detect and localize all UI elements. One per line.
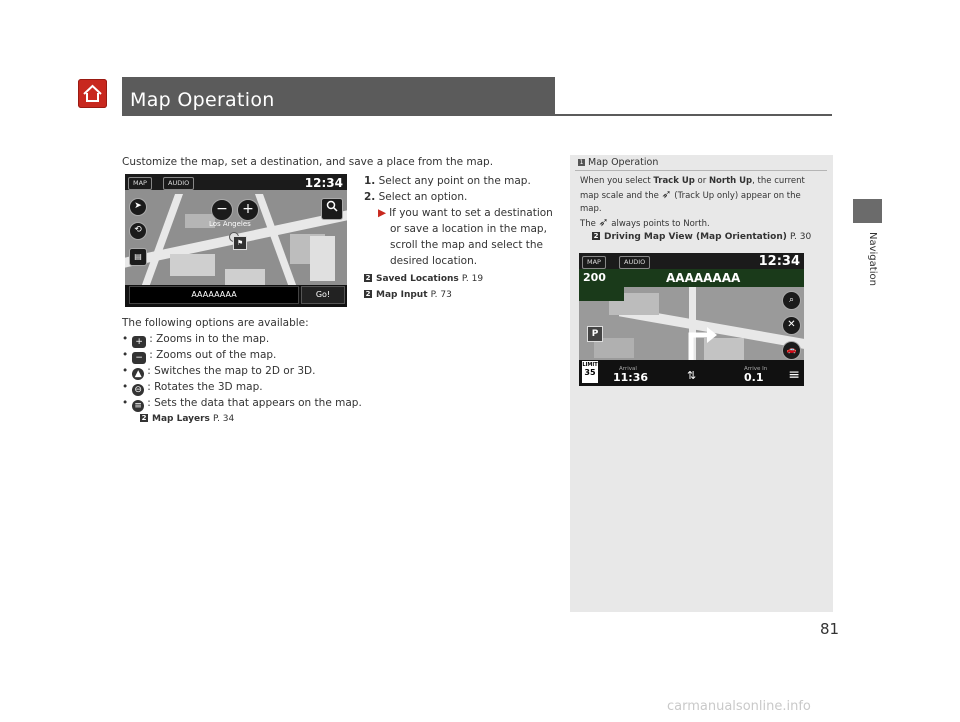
reference-icon: 2	[365, 290, 371, 298]
option-layers: • ≡ : Sets the data that appears on the map.	[122, 396, 362, 411]
ref-saved-locations[interactable]: 2 Saved Locations P. 19	[365, 274, 484, 284]
options-heading: The following options are available:	[122, 317, 309, 329]
map-tab[interactable]: MAP	[128, 177, 152, 190]
sidebar-rule	[575, 170, 827, 171]
step-1: 1. Select any point on the map.	[364, 175, 531, 187]
option-zoom-out: • − : Zooms out of the map.	[122, 348, 277, 363]
audio-tab[interactable]: AUDIO	[163, 177, 194, 190]
layers-icon: ≡	[132, 400, 144, 412]
clock: 12:34	[304, 176, 343, 190]
ref-map-layers[interactable]: 2 Map Layers P. 34	[141, 413, 235, 424]
sidebar-text: When you select Track Up or North Up, the current map scale and the ➶ (Track Up only) appear on the map. The ➶ always points to North. 2 Driving Map View (Map Orientation) P. 30	[580, 175, 826, 244]
map-screen-1	[125, 174, 347, 307]
section-label: Navigation	[867, 232, 878, 286]
compass-icon: ▲	[132, 368, 144, 380]
city-label: Los Angeles	[209, 220, 251, 228]
flag-icon: ⚑	[233, 236, 247, 250]
zoom-in-icon: +	[132, 336, 146, 348]
ref-driving-map-view[interactable]: 2 Driving Map View (Map Orientation) P. 30	[593, 232, 812, 242]
page-title: Map Operation	[130, 89, 275, 111]
title-rule	[122, 114, 832, 116]
map-screen-2	[579, 253, 804, 386]
arrival-time: 11:36	[613, 371, 649, 384]
home-icon	[78, 79, 107, 108]
watermark: carmanualsonline.info	[667, 699, 811, 714]
search-button[interactable]	[321, 198, 343, 220]
sidebar-heading: 1 Map Operation	[579, 157, 659, 168]
map-layers-button[interactable]: ▤	[129, 248, 147, 266]
location-bar[interactable]: AAAAAAAA	[129, 286, 299, 304]
map-tab[interactable]: MAP	[582, 256, 606, 269]
arrow-icon: ▶	[378, 207, 387, 219]
option-rotate: • ⊖ : Rotates the 3D map.	[122, 380, 263, 395]
go-button[interactable]: Go!	[301, 286, 345, 304]
arrival-label: Arrival	[619, 366, 637, 372]
options-list	[122, 316, 362, 427]
street-name: AAAAAAAA	[624, 269, 804, 287]
lane-icon: ⇅	[687, 369, 697, 382]
substep: ▶ If you want to set a destination or save a location in the map, scroll the map and select the desired location.	[378, 207, 553, 267]
option-zoom-in: • + : Zooms in to the map.	[122, 332, 270, 347]
step-2: 2. Select an option.	[364, 191, 468, 203]
intro-text: Customize the map, set a destination, and save a place from the map.	[122, 156, 494, 168]
speed-limit-sign: LIMIT 35	[582, 361, 598, 383]
turn-distance: 200	[583, 271, 606, 284]
section-tab	[853, 199, 882, 223]
menu-icon[interactable]: ≡	[788, 367, 800, 383]
parking-icon: P	[587, 326, 603, 342]
steps	[364, 173, 564, 303]
zoom-in-button[interactable]: +	[237, 199, 259, 221]
search-button[interactable]: ⌕	[782, 291, 801, 310]
arrive-in-value: 0.1	[744, 371, 764, 384]
rotate-icon: ⊖	[132, 384, 144, 396]
option-2d-3d: • ▲ : Switches the map to 2D or 3D.	[122, 364, 316, 379]
cancel-route-button[interactable]: ✕	[782, 316, 801, 335]
arrive-in-label: Arrive In	[744, 366, 768, 372]
clock: 12:34	[758, 254, 800, 269]
home-button[interactable]	[78, 79, 107, 108]
search-icon	[326, 200, 338, 212]
reference-icon: 2	[593, 232, 599, 240]
audio-tab[interactable]: AUDIO	[619, 256, 650, 269]
ref-map-input[interactable]: 2 Map Input P. 73	[365, 290, 452, 300]
compass-button[interactable]: ➤	[129, 198, 147, 216]
page-number: 81	[820, 620, 840, 638]
reference-icon: 1	[579, 159, 584, 166]
reference-icon: 2	[141, 413, 147, 422]
rotate-button[interactable]: ⟲	[129, 222, 147, 240]
zoom-out-button[interactable]: −	[211, 199, 233, 221]
north-arrow-icon: ➶	[598, 215, 609, 229]
vehicle-button[interactable]: 🚗	[782, 341, 801, 360]
north-arrow-icon: ➶	[661, 187, 672, 201]
zoom-out-icon: −	[132, 352, 146, 364]
reference-icon: 2	[365, 274, 371, 282]
